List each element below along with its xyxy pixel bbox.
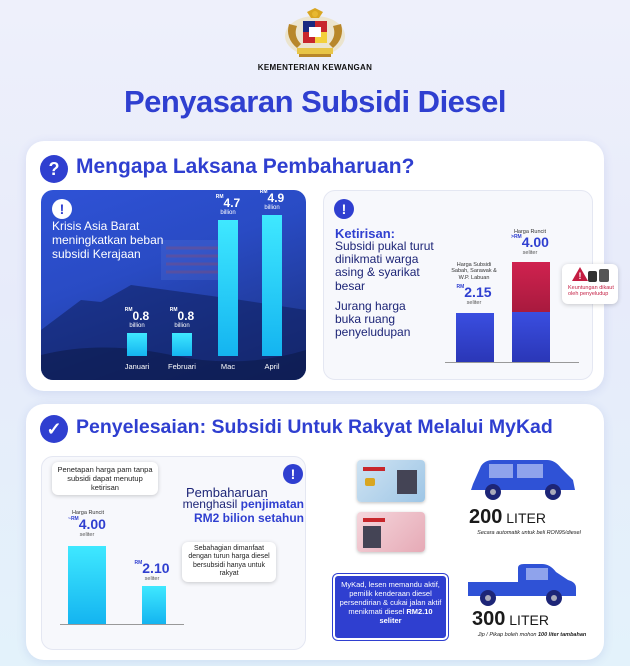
retail-label: Harga Runcit [71, 510, 105, 516]
retail-bar [68, 546, 106, 624]
smuggling-margin-bar [512, 262, 550, 312]
savings-text: menghasil penjimatan RM2 bilion setahun [182, 497, 304, 525]
crisis-text: Krisis Asia Barat meningkatkan beban subsidi Kerajaan [52, 219, 164, 261]
retail-base-bar [512, 312, 550, 363]
subsidy-price: $^{RM}$2.15 seliter [456, 284, 492, 306]
x-tick-label: Mac [220, 362, 236, 371]
subsidy-price-label: Harga Subsidi Sabah, Sarawak & W.P. Labuan [451, 262, 497, 281]
retail-price-2: $^{\sim RM}$4.00 seliter [68, 516, 106, 538]
question-icon: ? [40, 155, 68, 183]
baseline-2 [60, 624, 184, 625]
section2-title: Penyelesaian: Subsidi Untuk Rakyat Melalui MyKad [76, 416, 553, 438]
money-bag-icon [586, 267, 612, 283]
alert-exclamation-icon: ! [334, 199, 354, 219]
x-tick-label: April [264, 362, 280, 371]
bar-januari [127, 333, 147, 356]
subsidy-price-bar [456, 313, 494, 363]
bar-value-label: $^{RM}$0.8 billion [124, 306, 150, 329]
bar-april [262, 215, 282, 356]
section1-title: Mengapa Laksana Pembaharuan? [76, 155, 415, 178]
bar-value-label: $^{RM}$0.8 billion [169, 306, 195, 329]
eligibility-box: MyKad, lesen memandu aktif, pemilik kenderaan diesel persendirian & cukai jalan aktif menikmati diesel RM2.10 seliter [333, 574, 448, 640]
bar-value-label: $^{RM}$4.7 billion [215, 194, 241, 217]
benefit-bubble: Sebahagian dimanfaat dengan turun harga diesel bersubsidi hanya untuk rakyat [182, 542, 276, 582]
savings-heading: Pembaharuan [186, 485, 268, 500]
ministry-name: KEMENTERIAN KEWANGAN [257, 63, 373, 72]
car-note: Secara automatik untuk beli RON95/diesel [477, 530, 581, 536]
subsidised-bar [142, 586, 166, 624]
government-crest-logo [279, 6, 351, 62]
savings-exclamation-icon: ! [283, 464, 303, 484]
subsidised-price: $^{RM}$2.10 seliter [134, 560, 170, 582]
car-icon [467, 454, 579, 504]
baseline [445, 362, 579, 363]
warning-text: Keuntungan dikaut oleh penyeludup [568, 285, 614, 298]
car-liter-quota: 200 LITER [469, 506, 546, 528]
pickup-note: Jip / Pikap boleh mohon 100 liter tambahan [477, 632, 587, 638]
bar-februari [172, 333, 192, 356]
bar-value-label: $^{RM}$4.9 billion [259, 188, 285, 211]
retail-price-label: Harga Runcit [513, 229, 547, 235]
pickup-icon [464, 562, 580, 608]
leakage-bubble: Penetapan harga pam tanpa subsidi dapat menutup ketirisan [52, 462, 158, 495]
leakage-point-1: Subsidi pukal turut dinikmati warga asing & syarikat besar [335, 239, 434, 293]
mykad-card-image [357, 460, 425, 502]
pickup-liter-quota: 300 LITER [472, 608, 549, 630]
x-tick-label: Februari [168, 362, 196, 371]
x-tick-label: Januari [124, 362, 150, 371]
info-exclamation-icon: ! [52, 199, 72, 219]
page-title: Penyasaran Subsidi Diesel [123, 84, 507, 119]
leakage-point-2: Jurang harga buka ruang penyeludupan [335, 299, 411, 340]
bar-mac [218, 220, 238, 356]
retail-price: $^{>RM}$4.00 seliter [511, 234, 549, 256]
leakage-title: Ketirisan: [335, 226, 395, 241]
svg-text:!: ! [578, 271, 582, 281]
check-icon: ✓ [40, 415, 68, 443]
driving-licence-image [357, 512, 425, 552]
